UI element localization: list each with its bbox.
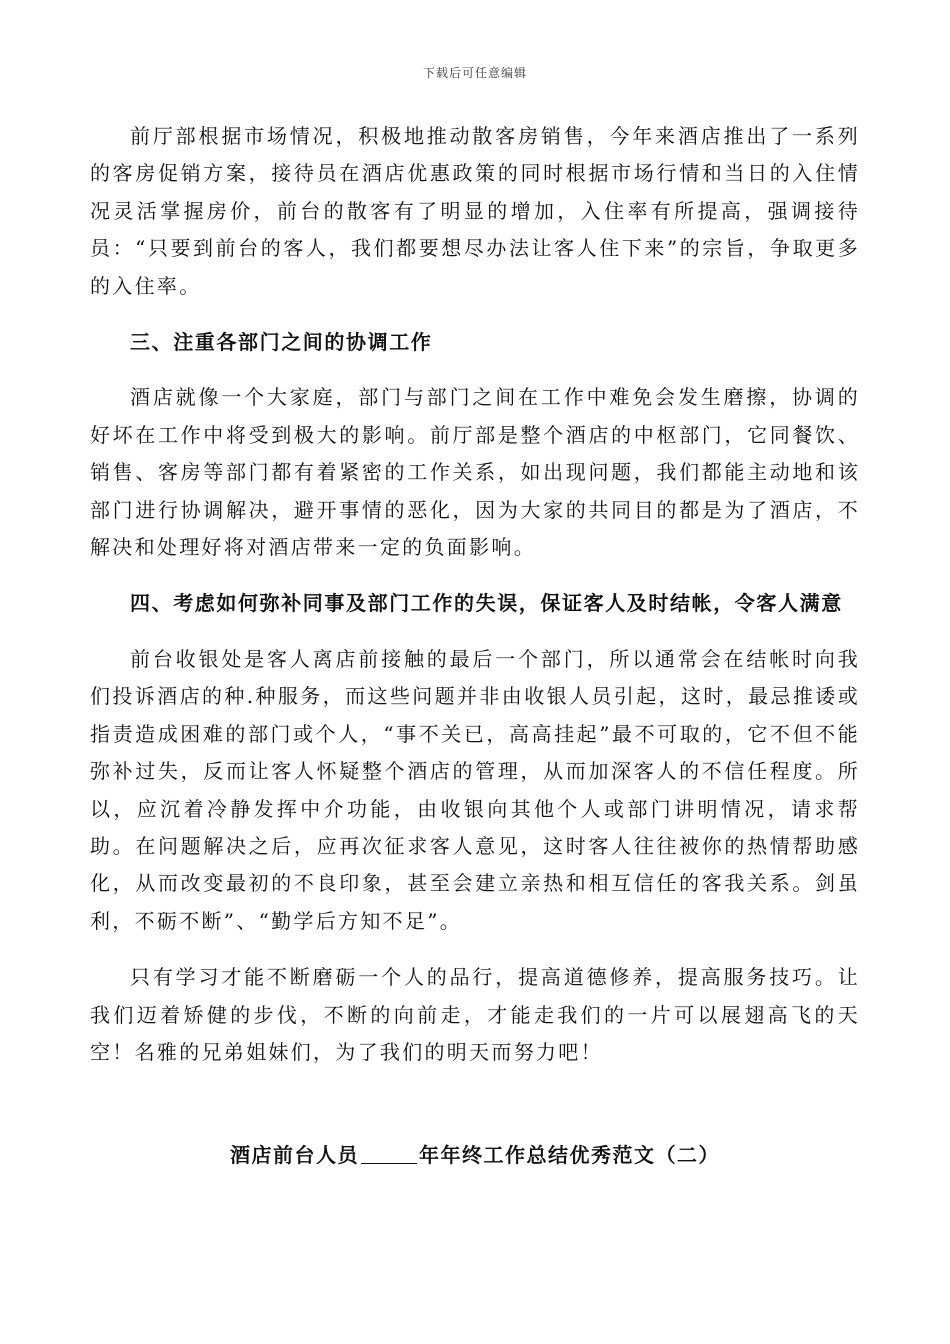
- next-section-title-suffix: 年年终工作总结优秀范文（二）: [419, 1143, 720, 1167]
- fill-in-blank: [361, 1143, 417, 1164]
- next-section-title: [0, 1139, 950, 1168]
- document-body: [90, 118, 860, 1071]
- paragraph-cashier: 前台收银处是客人离店前接触的最后一个部门，所以通常会在结帐时向我们投诉酒店的种.种服务，而这些问题并非由收银人员引起，这时，最忌推诿或指责造成困难的部门或个人，“事不关已，高高挂起”最不可取的，它不但不能弥补过失，反而让客人怀疑整个酒店的管理，从而加深客人的不信任程度。所以，应沉着冷静发挥中介功能，由收银向其他个人或部门讲明情况，请求帮助。在问题解决之后，应再次征求客人意见，这时客人往往被你的热情帮助感化，从而改变最初的不良印象，甚至会建立亲热和相互信任的客我关系。剑虽利，不砺不断”、“勤学后方知不足”。: [90, 646, 860, 933]
- download-note: 下载后可任意编辑: [422, 66, 527, 80]
- heading-section-4: 四、考虑如何弥补同事及部门工作的失误，保证客人及时结帐，令客人满意: [130, 591, 843, 616]
- paragraph-closing: 只有学习才能不断磨砺一个人的品行，提高道德修养，提高服务技巧。让我们迈着矫健的步伐，不断的向前走，才能走我们的一片可以展翅高飞的天空！名雅的兄弟姐妹们，为了我们的明天而努力吧！: [90, 965, 860, 1064]
- next-section-title-prefix: 酒店前台人员: [230, 1143, 359, 1167]
- paragraph-coordination: 酒店就像一个大家庭，部门与部门之间在工作中难免会发生磨擦，协调的好坏在工作中将受到极大的影响。前厅部是整个酒店的中枢部门，它同餐饮、销售、客房等部门都有着紧密的工作关系，如出现问题，我们都能主动地和该部门进行协调解决，避开事情的恶化，因为大家的共同目的都是为了酒店，不解决和处理好将对酒店带来一定的负面影响。: [90, 385, 860, 560]
- heading-section-3: 三、注重各部门之间的协调工作: [130, 330, 433, 355]
- paragraph-sales-promotion: 前厅部根据市场情况，积极地推动散客房销售，今年来酒店推出了一系列的客房促销方案，接待员在酒店优惠政策的同时根据市场行情和当日的入住情况灵活掌握房价，前台的散客有了明显的增加，入住率有所提高，强调接待员：“只要到前台的客人，我们都要想尽办法让客人住下来”的宗旨，争取更多的入住率。: [90, 124, 860, 298]
